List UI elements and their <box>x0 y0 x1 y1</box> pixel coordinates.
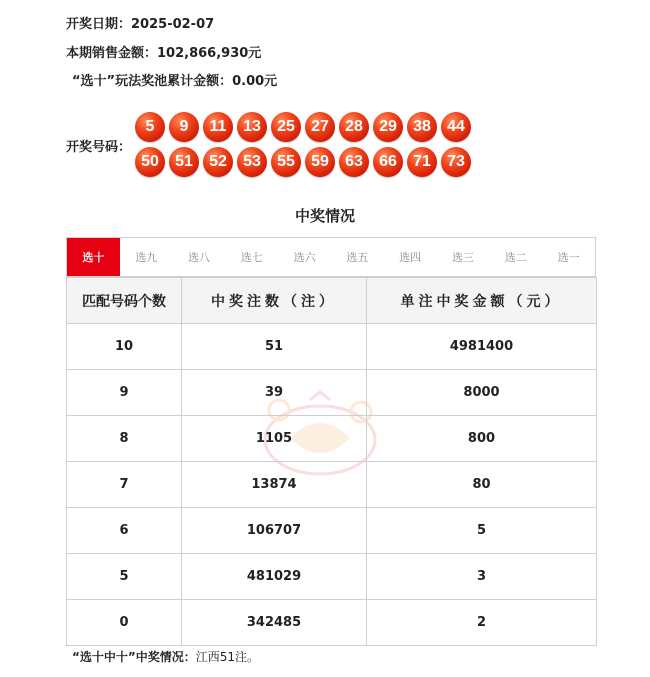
sales-amount-value: 102,866,930元 <box>157 46 262 61</box>
number-ball: 27 <box>305 112 335 142</box>
tab-5[interactable]: 选六 <box>293 251 316 264</box>
prize-amount-cell: 80 <box>367 462 597 508</box>
number-ball: 5 <box>135 112 165 142</box>
table-row <box>67 416 597 462</box>
number-ball: 9 <box>169 112 199 142</box>
prize-amount-cell: 4981400 <box>367 324 597 370</box>
winner-count-cell: 39 <box>182 370 367 416</box>
draw-date <box>66 13 214 32</box>
table-row <box>67 600 597 646</box>
tab-7[interactable]: 选四 <box>399 251 422 264</box>
winner-count-cell: 481029 <box>182 554 367 600</box>
number-ball: 11 <box>203 112 233 142</box>
draw-date-label: 开奖日期： <box>66 17 132 32</box>
number-ball: 63 <box>339 147 369 177</box>
jackpot-pool <box>72 70 277 89</box>
number-ball: 29 <box>373 112 403 142</box>
sales-amount-label: 本期销售金额： <box>66 46 158 61</box>
tab-8[interactable]: 选三 <box>451 251 474 264</box>
number-ball: 38 <box>407 112 437 142</box>
table-row <box>67 370 597 416</box>
jackpot-winners-label: “选十中十”中奖情况： <box>72 650 196 664</box>
section-title: 中奖情况 <box>294 207 355 225</box>
number-ball: 71 <box>407 147 437 177</box>
tab-9[interactable]: 选二 <box>504 251 527 264</box>
tab-3[interactable]: 选八 <box>187 251 210 264</box>
match-count-cell: 6 <box>67 508 182 554</box>
prize-amount-cell: 800 <box>367 416 597 462</box>
match-count-cell: 7 <box>67 462 182 508</box>
header-winner-count: 中奖注数（注） <box>182 278 367 324</box>
match-count-cell: 5 <box>67 554 182 600</box>
winner-count-cell: 106707 <box>182 508 367 554</box>
prize-amount-cell: 8000 <box>367 370 597 416</box>
header-prize-amount: 单注中奖金额（元） <box>367 278 597 324</box>
game-tabs <box>66 237 596 277</box>
prize-amount-cell: 2 <box>367 600 597 646</box>
prize-table <box>66 277 597 646</box>
winner-count-cell: 51 <box>182 324 367 370</box>
tab-4[interactable]: 选七 <box>240 251 263 264</box>
jackpot-pool-label: “选十”玩法奖池累计金额： <box>72 74 233 89</box>
jackpot-pool-value: 0.00元 <box>232 74 278 89</box>
number-ball: 25 <box>271 112 301 142</box>
number-ball: 51 <box>169 147 199 177</box>
number-ball: 73 <box>441 147 471 177</box>
number-ball: 55 <box>271 147 301 177</box>
sales-amount <box>66 42 261 61</box>
table-header-row <box>67 278 597 324</box>
number-ball: 28 <box>339 112 369 142</box>
jackpot-winners-note <box>72 648 259 665</box>
table-row <box>67 324 597 370</box>
number-ball: 44 <box>441 112 471 142</box>
number-ball: 53 <box>237 147 267 177</box>
tab-1[interactable]: 选十 <box>67 238 120 276</box>
winning-numbers <box>135 112 480 177</box>
winner-count-cell: 1105 <box>182 416 367 462</box>
tab-10[interactable]: 选一 <box>557 251 580 264</box>
prize-amount-cell: 3 <box>367 554 597 600</box>
number-ball: 50 <box>135 147 165 177</box>
winner-count-cell: 342485 <box>182 600 367 646</box>
tab-2[interactable]: 选九 <box>135 251 158 264</box>
match-count-cell: 8 <box>67 416 182 462</box>
prize-amount-cell: 5 <box>367 508 597 554</box>
table-row <box>67 462 597 508</box>
table-row <box>67 554 597 600</box>
header-match-count: 匹配号码个数 <box>67 278 182 324</box>
winning-numbers-label: 开奖号码： <box>66 140 132 155</box>
number-ball: 59 <box>305 147 335 177</box>
table-row <box>67 508 597 554</box>
jackpot-winners-value: 江西51注。 <box>195 650 260 664</box>
winner-count-cell: 13874 <box>182 462 367 508</box>
number-ball: 52 <box>203 147 233 177</box>
number-ball: 13 <box>237 112 267 142</box>
tab-6[interactable]: 选五 <box>346 251 369 264</box>
match-count-cell: 9 <box>67 370 182 416</box>
draw-date-value: 2025-02-07 <box>131 17 215 32</box>
match-count-cell: 0 <box>67 600 182 646</box>
number-ball: 66 <box>373 147 403 177</box>
match-count-cell: 10 <box>67 324 182 370</box>
